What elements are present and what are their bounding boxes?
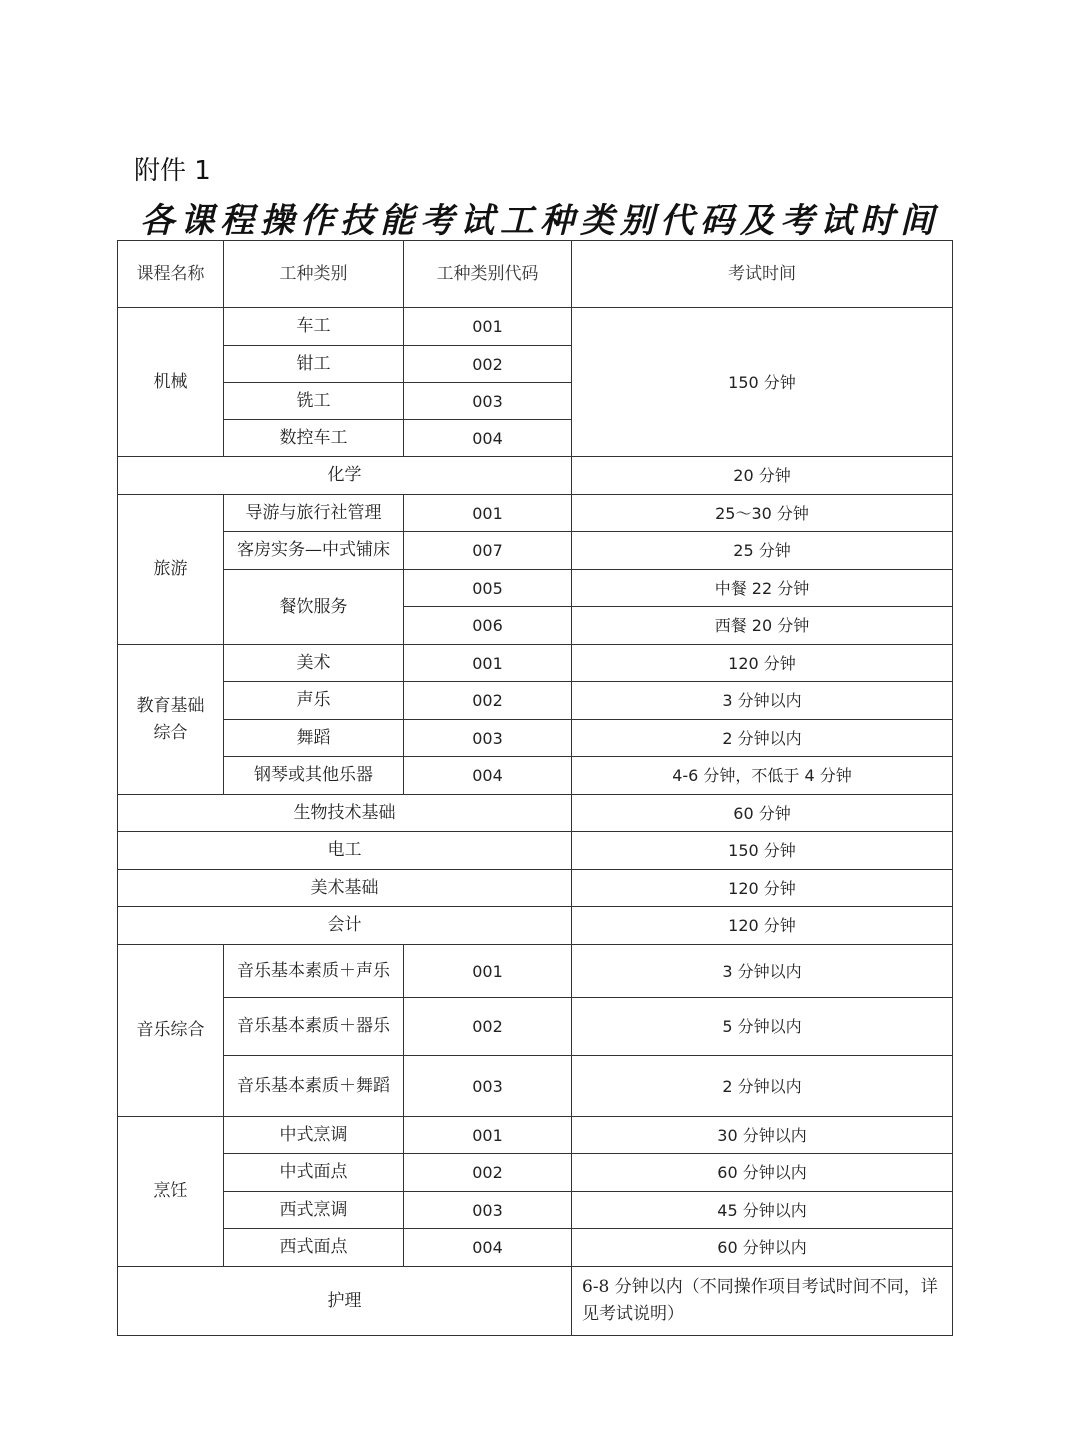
- exam-time-table: [117, 240, 953, 1336]
- type-cell: [224, 998, 404, 1056]
- type-cell: 中式烹调: [224, 1117, 404, 1154]
- course-cell: [118, 645, 224, 795]
- table-row: [118, 1267, 953, 1336]
- table-row: [118, 1192, 953, 1229]
- table-header-row: [118, 241, 953, 308]
- header-type: 工种类别: [224, 241, 404, 308]
- code-cell: 003: [404, 720, 572, 757]
- course-cell: 生物技术基础: [118, 795, 572, 832]
- time-cell: 120 分钟: [572, 645, 953, 682]
- course-cell: 烹饪: [118, 1117, 224, 1267]
- type-cell: 钢琴或其他乐器: [224, 757, 404, 795]
- course-cell: 美术基础: [118, 870, 572, 907]
- table-row: [118, 832, 953, 870]
- type-cell: [224, 532, 404, 570]
- table-row: [118, 870, 953, 907]
- code-cell: 004: [404, 420, 572, 457]
- time-cell: 120 分钟: [572, 907, 953, 945]
- code-cell: 004: [404, 757, 572, 795]
- time-cell: 150 分钟: [572, 832, 953, 870]
- course-cell: 化学: [118, 457, 572, 495]
- code-cell: 003: [404, 1056, 572, 1117]
- time-cell: 30 分钟以内: [572, 1117, 953, 1154]
- code-cell: 003: [404, 383, 572, 420]
- type-cell: 钳工: [224, 346, 404, 383]
- code-cell: 005: [404, 570, 572, 607]
- time-cell: 5 分钟以内: [572, 998, 953, 1056]
- type-cell-text: 音乐基本素质＋舞蹈: [237, 1075, 390, 1096]
- time-cell: 25 分钟: [572, 532, 953, 570]
- code-cell: 002: [404, 998, 572, 1056]
- table-row: [118, 570, 953, 607]
- table-row: [118, 1056, 953, 1117]
- code-cell: 001: [404, 495, 572, 532]
- code-cell: 001: [404, 308, 572, 346]
- time-cell: 20 分钟: [572, 457, 953, 495]
- code-cell: 006: [404, 607, 572, 645]
- time-cell: 3 分钟以内: [572, 945, 953, 998]
- type-cell: 中式面点: [224, 1154, 404, 1192]
- code-cell: 004: [404, 1229, 572, 1267]
- table-row: [118, 907, 953, 945]
- table-row: [118, 998, 953, 1056]
- header-code: 工种类别代码: [404, 241, 572, 308]
- table-row: [118, 795, 953, 832]
- course-cell: 机械: [118, 308, 224, 457]
- table-row: [118, 308, 953, 346]
- type-cell: 舞蹈: [224, 720, 404, 757]
- table-row: [118, 495, 953, 532]
- time-cell: 西餐 20 分钟: [572, 607, 953, 645]
- time-cell: 25～30 分钟: [572, 495, 953, 532]
- code-cell: 002: [404, 682, 572, 720]
- code-cell: 007: [404, 532, 572, 570]
- time-cell: 中餐 22 分钟: [572, 570, 953, 607]
- type-cell-text: 音乐基本素质＋器乐: [237, 1016, 390, 1036]
- type-cell: 声乐: [224, 682, 404, 720]
- type-cell: 美术: [224, 645, 404, 682]
- course-cell: 音乐综合: [118, 945, 224, 1117]
- table-row: [118, 532, 953, 570]
- time-cell: 60 分钟: [572, 795, 953, 832]
- type-cell: 数控车工: [224, 420, 404, 457]
- course-cell: 会计: [118, 907, 572, 945]
- code-cell: 002: [404, 1154, 572, 1192]
- code-cell: 002: [404, 346, 572, 383]
- time-cell: 3 分钟以内: [572, 682, 953, 720]
- course-cell: 护理: [118, 1267, 572, 1336]
- time-cell: 120 分钟: [572, 870, 953, 907]
- type-cell: [224, 1056, 404, 1117]
- code-cell: 001: [404, 1117, 572, 1154]
- time-cell: 4-6 分钟，不低于 4 分钟: [572, 757, 953, 795]
- time-cell: 6-8 分钟以内（不同操作项目考试时间不同，详见考试说明）: [572, 1267, 953, 1336]
- type-cell: 铣工: [224, 383, 404, 420]
- table-row: [118, 1154, 953, 1192]
- course-cell: 电工: [118, 832, 572, 870]
- time-cell: 60 分钟以内: [572, 1154, 953, 1192]
- time-cell: 60 分钟以内: [572, 1229, 953, 1267]
- type-cell-text: 音乐基本素质＋声乐: [237, 960, 390, 981]
- time-cell: 45 分钟以内: [572, 1192, 953, 1229]
- document-title: 各课程操作技能考试工种类别代码及考试时间: [140, 201, 940, 241]
- table-row: [118, 720, 953, 757]
- code-cell: 003: [404, 1192, 572, 1229]
- type-cell: 导游与旅行社管理: [224, 495, 404, 532]
- type-cell: 西式面点: [224, 1229, 404, 1267]
- type-cell-text: 客房实务—中式铺床: [237, 540, 390, 560]
- table-row: [118, 1117, 953, 1154]
- table-row: [118, 682, 953, 720]
- table-row: [118, 457, 953, 495]
- time-cell: 150 分钟: [572, 308, 953, 457]
- code-cell: 001: [404, 645, 572, 682]
- type-cell: 车工: [224, 308, 404, 346]
- code-cell: 001: [404, 945, 572, 998]
- table-row: [118, 645, 953, 682]
- table-row: [118, 757, 953, 795]
- table-row: [118, 1229, 953, 1267]
- header-course: 课程名称: [118, 241, 224, 308]
- type-cell: [224, 945, 404, 998]
- course-cell-text: 教育基础综合: [136, 695, 205, 743]
- table-row: [118, 945, 953, 998]
- type-cell: 餐饮服务: [224, 570, 404, 645]
- type-cell: 西式烹调: [224, 1192, 404, 1229]
- course-cell: 旅游: [118, 495, 224, 645]
- time-cell: 2 分钟以内: [572, 1056, 953, 1117]
- attachment-label: 附件 1: [134, 156, 211, 186]
- header-time: 考试时间: [572, 241, 953, 308]
- time-cell: 2 分钟以内: [572, 720, 953, 757]
